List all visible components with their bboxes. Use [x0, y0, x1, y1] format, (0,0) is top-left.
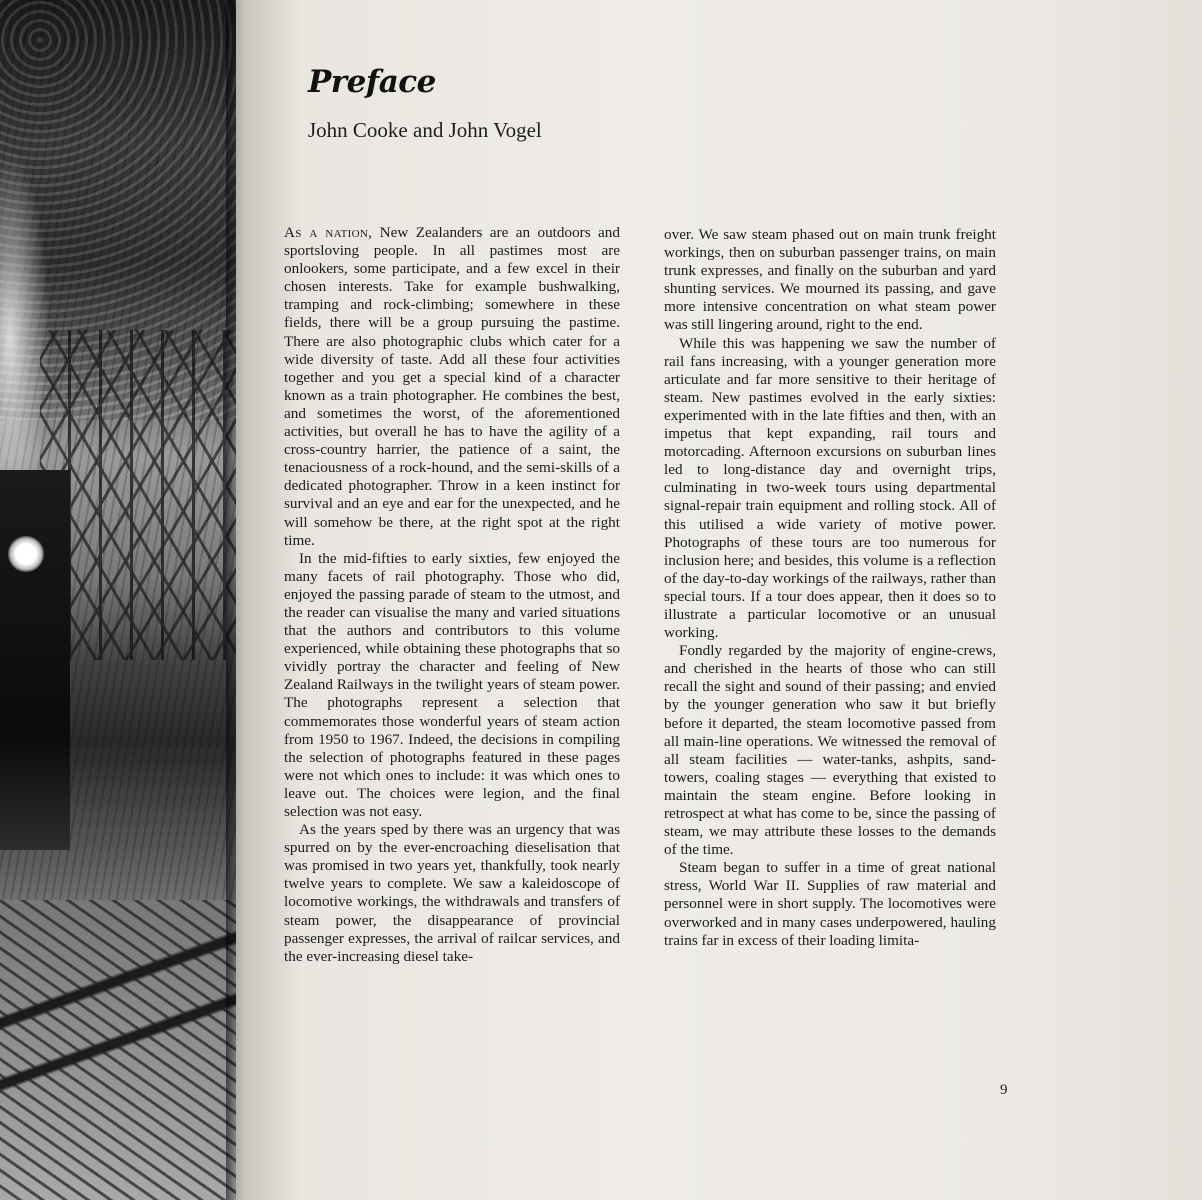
paragraph: Fondly regarded by the majority of engine-crews, and cherished in the hearts of those who can still recall the sight and sound of their passing; and envied by the younger generation who saw it but briefly before it departed, the steam locomotive passed from all main-line operations. We witnessed the removal of all steam facilities — water-tanks, ashpits, sand-towers, coaling stages — everything that existed to maintain the steam engine. Before looking in retrospect at what has come to be, since the passing of steam, we may attribute these losses to the demands of the time.	[664, 642, 996, 859]
paragraph: In the mid-fifties to early sixties, few enjoyed the many facets of rail photography. Those who did, enjoyed the passing parade of steam to the utmost, and the reader can visualise the many and varied situations that the authors and contributors to this volume experienced, while obtaining these photographs that so vividly portray the character and feeling of New Zealand Railways in the twilight years of steam power. The photographs represent a selection that commemorates those wonderful years of steam action from 1950 to 1967. Indeed, the decisions in compiling the selection of photographs featured in these pages were not which ones to include: it was which ones to leave out. The choices were legion, and the final selection was not easy.	[284, 549, 620, 820]
paragraph-text: New Zealanders are an outdoors and sportsloving people. In all pastimes most are onlookers, some participate, and a few excel in their chosen interests. Take for example bushwalking, tramping and rock-climbing; somewhere in these fields, there will be a group pursuing the pastime. There are also photographic clubs which cater for a wide diversity of taste. Add all these four activities together and you get a special kind of a character known as a train photographer. He combines the best, and sometimes the worst, of the aforementioned activities, but overall he has to have the agility of a cross-country harrier, the patience of a saint, the tenaciousness of a rock-hound, and the semi-skills of a dedicated photographer. Throw in a keen instinct for survival and an eye and ear for the unexpected, and he will somehow be there, at the right spot at the right time.	[284, 224, 620, 549]
paragraph-continued: over. We saw steam phased out on main trunk freight workings, then on suburban passenger trains, on main trunk expresses, and finally on the suburban and yard shunting services. We mourned its passing, and gave more intensive concentration on what steam power was still lingering around, right to the end.	[664, 226, 996, 334]
page-number: 9	[1000, 1082, 1008, 1098]
lead-in-small-caps: As a nation,	[284, 224, 373, 241]
page-title: Preface	[308, 64, 436, 100]
page-authors: John Cooke and John Vogel	[308, 118, 542, 142]
railway-photograph	[0, 0, 236, 1200]
locomotive-headlamp	[8, 536, 44, 572]
text-column-right	[664, 226, 996, 950]
paragraph: As the years sped by there was an urgency that was spurred on by the ever-encroaching dieselisation that was promised in two years yet, thankfully, took nearly twelve years to complete. We saw a kaleidoscope of locomotive workings, the withdrawals and transfers of steam power, the disappearance of provincial passenger expresses, the arrival of railcar services, and the ever-increasing diesel take-	[284, 821, 620, 965]
paragraph: While this was happening we saw the number of rail fans increasing, with a younger generation more articulate and far more sensitive to their heritage of steam. New pastimes evolved in the early sixties: experimented with in the late fifties and then, with an impetus that kept expanding, rail tours and motorcading. Afternoon excursions on suburban lines led to long-distance day and overnight trips, culminating in two-week tours using departmental signal-repair train equipment and rolling stock. All of this utilised a wide variety of motive power. Photographs of these tours are too numerous for inclusion here; and besides, this volume is a reflection of the day-to-day workings of the railways, rather than special tours. If a tour does appear, then it does so to illustrate a particular locomotive or an unusual working.	[664, 334, 996, 642]
book-page	[244, 0, 1202, 1200]
paragraph: Steam began to suffer in a time of great national stress, World War II. Supplies of raw material and personnel were in short supply. The locomotives were overworked and in many cases underpowered, hauling trains far in excess of their loading limita-	[664, 859, 996, 949]
steam-locomotive	[0, 470, 70, 850]
paragraph	[284, 224, 620, 550]
railway-tracks	[0, 900, 236, 1200]
text-column-left	[284, 224, 620, 966]
